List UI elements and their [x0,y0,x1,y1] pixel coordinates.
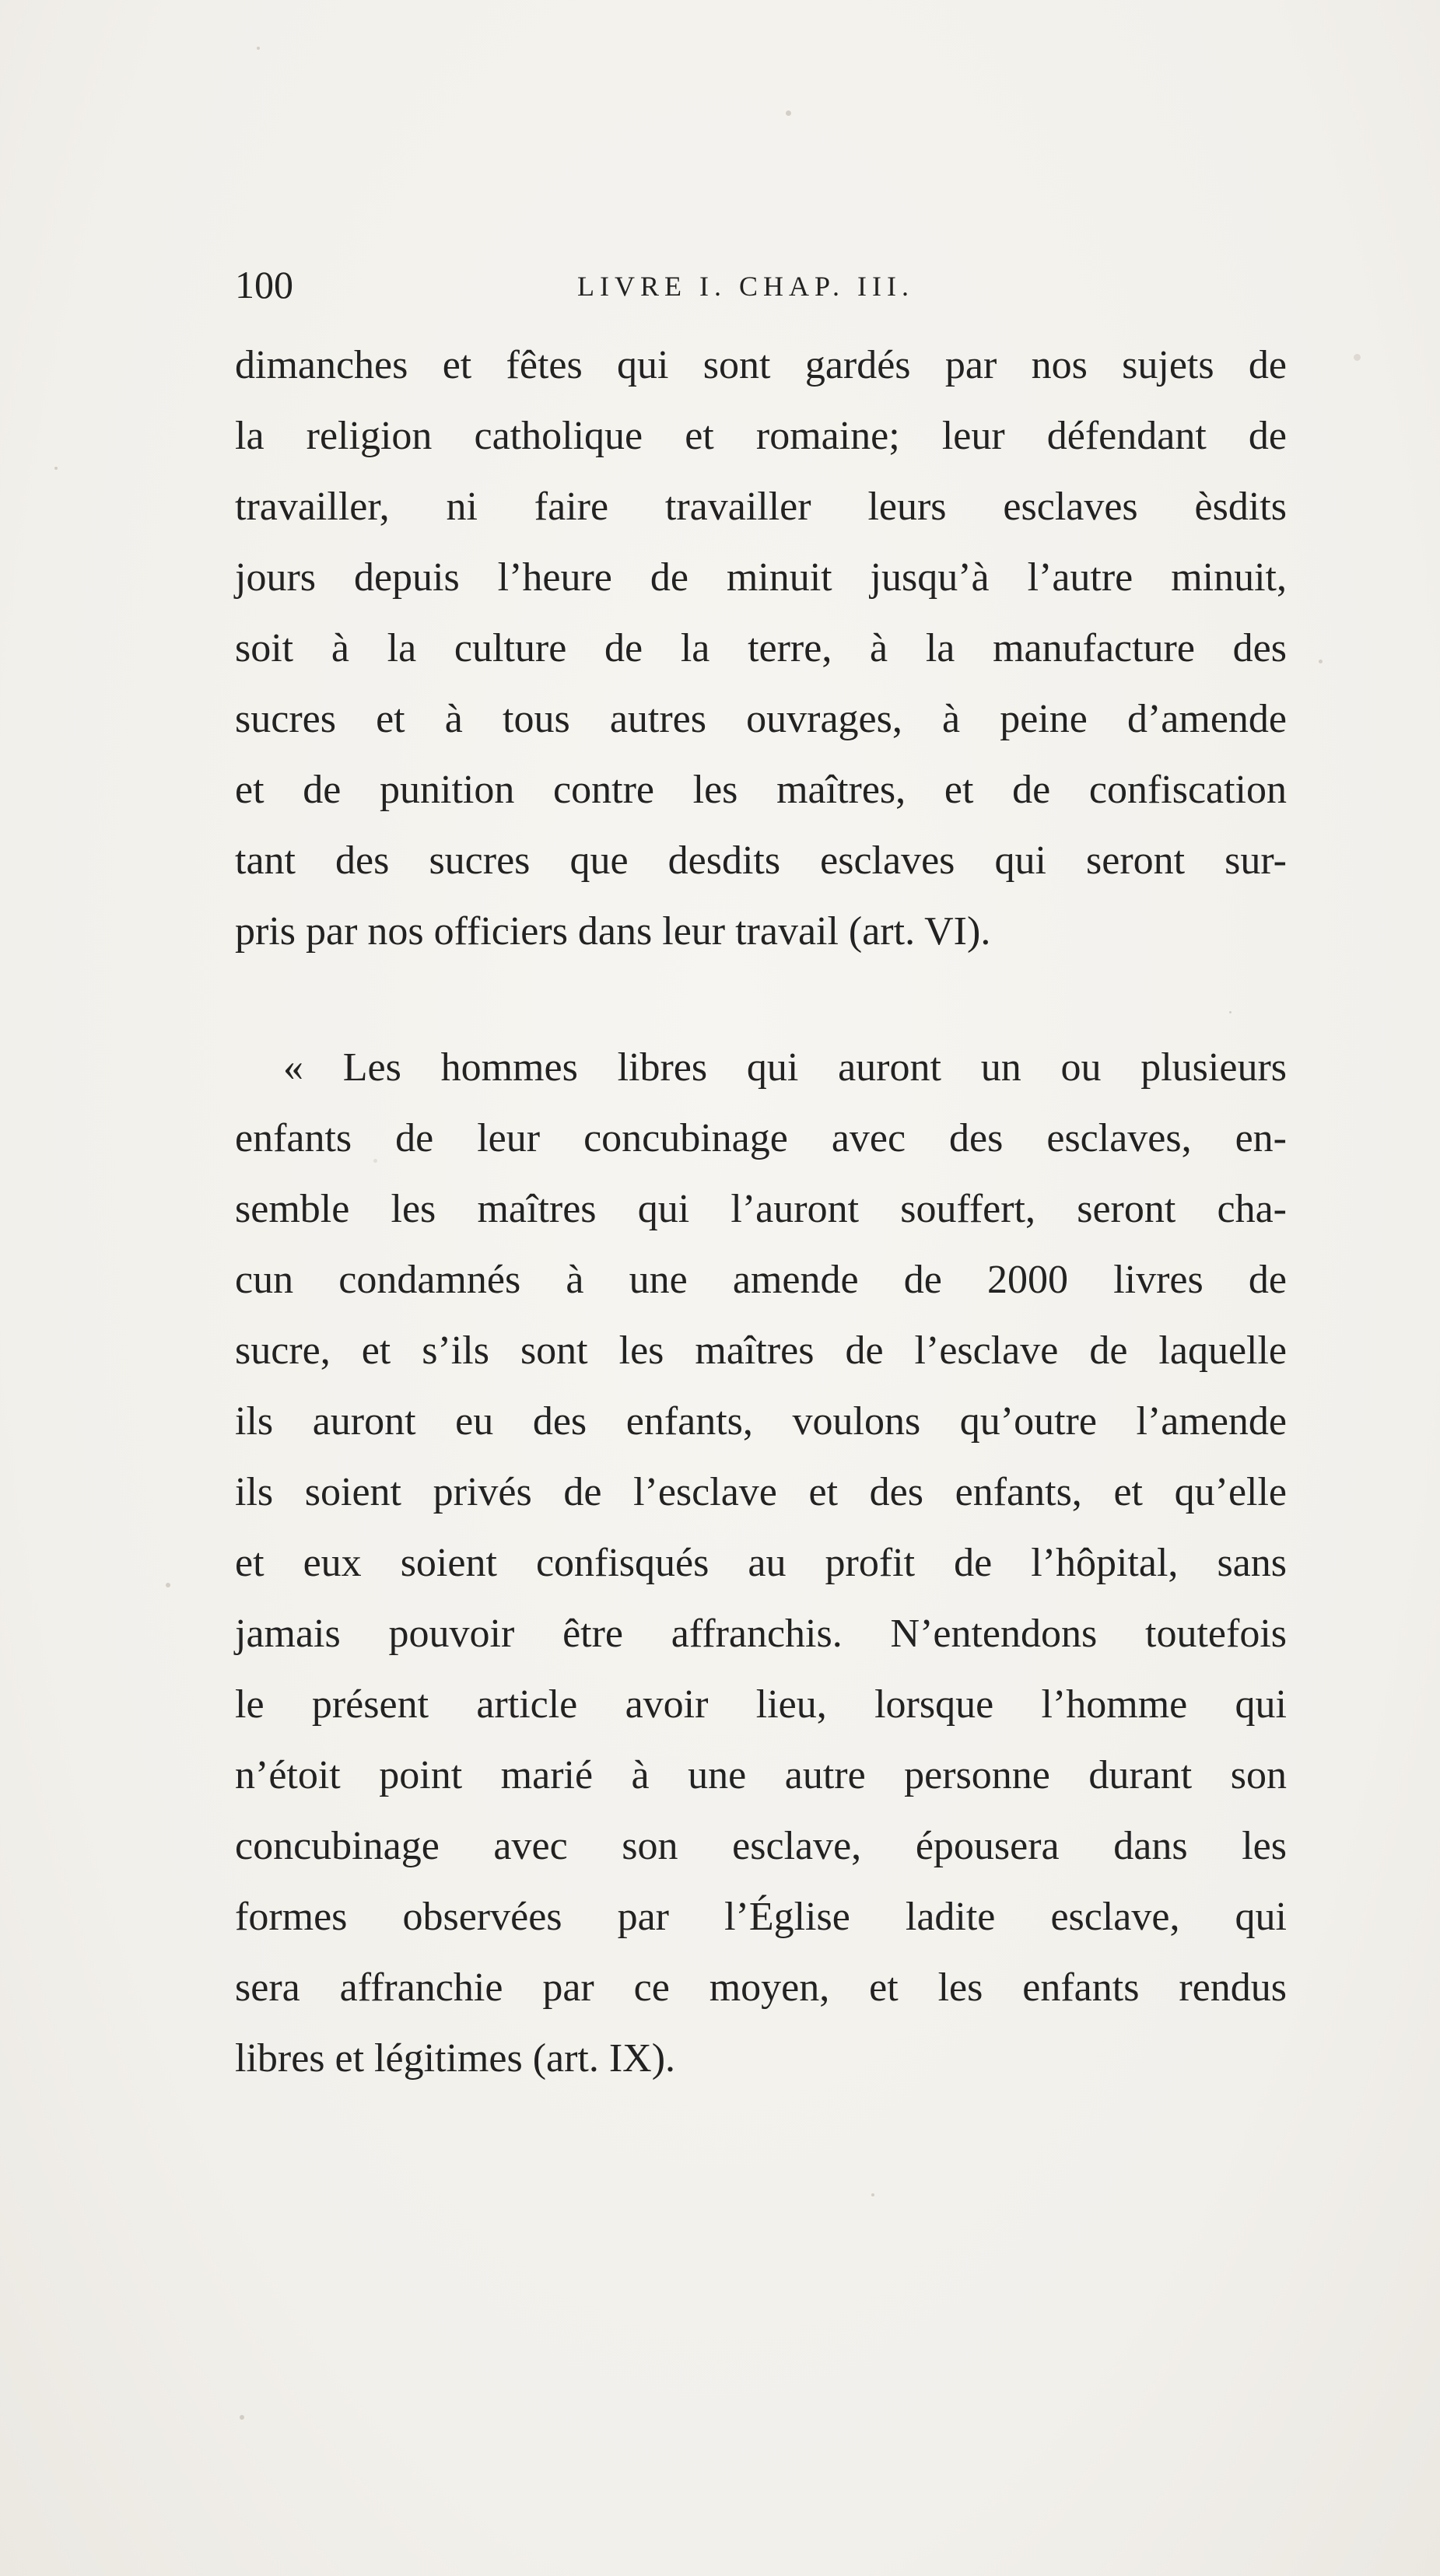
body-text [235,330,1287,2094]
text-line: pris par nos officiers dans leur travail (art. VI). [235,909,991,954]
text-line: soit à la culture de la terre, à la manufacture des [235,626,1287,670]
paragraph-2 [235,1032,1287,2094]
paper-speck [1354,354,1361,361]
text-line: sera affranchie par ce moyen, et les enfants rendus [235,1965,1287,2010]
page-header [235,257,1293,311]
text-line: concubinage avec son esclave, épousera dans les [235,1824,1287,1868]
text-line: enfants de leur concubinage avec des esclaves, en- [235,1116,1287,1160]
text-line: ils auront eu des enfants, voulons qu’outre l’amende [235,1399,1287,1444]
text-line: sucres et à tous autres ouvrages, à peine d’amende [235,697,1287,741]
text-line: le présent article avoir lieu, lorsque l’homme qui [235,1682,1287,1727]
text-line: formes observées par l’Église ladite esclave, qui [235,1895,1287,1939]
text-line: cun condamnés à une amende de 2000 livres de [235,1258,1287,1302]
text-line: la religion catholique et romaine; leur défendant de [235,414,1287,458]
paper-speck [786,110,791,116]
text-line: libres et légitimes (art. IX). [235,2036,676,2081]
text-line: jours depuis l’heure de minuit jusqu’à l’autre minuit, [235,555,1287,600]
text-line: jamais pouvoir être affranchis. N’entendons toutefois [235,1612,1287,1656]
text-line: et de punition contre les maîtres, et de confiscation [235,768,1287,812]
text-line: travailler, ni faire travailler leurs esclaves èsdits [235,485,1287,529]
paper-speck [257,47,260,50]
text-line: n’étoit point marié à une autre personne durant son [235,1753,1287,1797]
paper-speck [240,2415,244,2420]
page-number: 100 [235,263,293,306]
text-line: « Les hommes libres qui auront un ou plusieurs [283,1045,1287,1090]
text-line: et eux soient confisqués au profit de l’hôpital, sans [235,1541,1287,1585]
text-line: dimanches et fêtes qui sont gardés par nos sujets de [235,343,1287,387]
text-line: sucre, et s’ils sont les maîtres de l’esclave de laquelle [235,1328,1287,1373]
paper-speck [871,2193,874,2196]
paper-speck [166,1583,170,1587]
text-line: ils soient privés de l’esclave et des enfants, et qu’elle [235,1470,1287,1514]
paper-speck [1319,660,1323,663]
paper-speck [54,467,58,470]
text-line: tant des sucres que desdits esclaves qui seront sur- [235,838,1287,883]
paragraph-1 [235,330,1287,967]
running-head: LIVRE I. CHAP. III. [577,271,914,302]
paragraph-gap [235,967,1287,1032]
text-line: semble les maîtres qui l’auront souffert, seront cha- [235,1187,1287,1231]
